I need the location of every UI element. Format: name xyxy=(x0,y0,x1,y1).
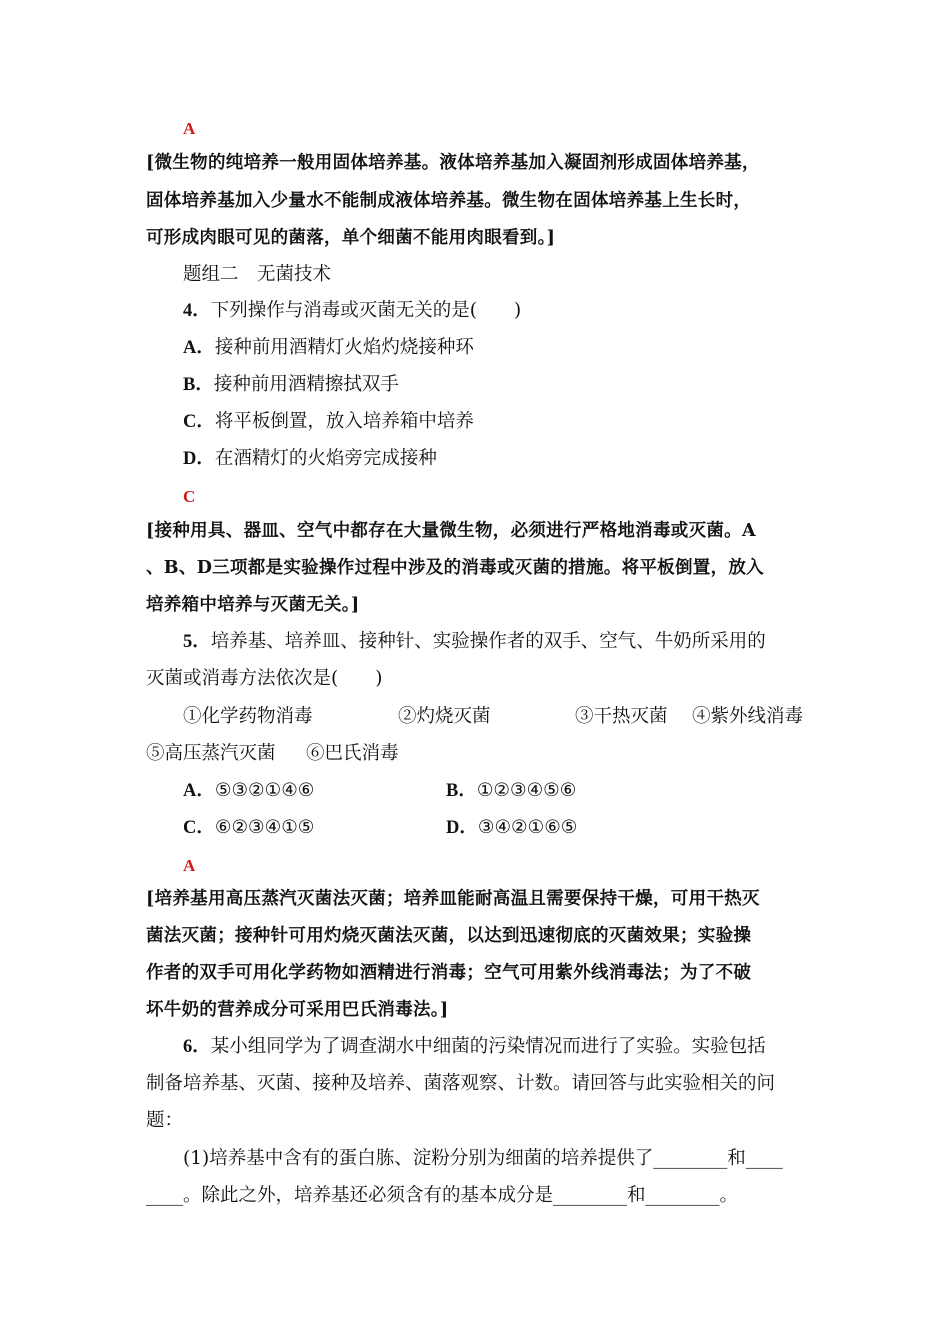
explanation-q5-line-4: 坏牛奶的营养成分可采用巴氏消毒法。] xyxy=(146,1000,449,1020)
q4-option-c-label: C． xyxy=(183,412,215,432)
question-6-sub1-line-1: (1)培养基中含有的蛋白胨、淀粉分别为细菌的培养提供了________和____ xyxy=(183,1148,783,1169)
q4-option-b xyxy=(183,372,399,398)
answer-q4: C xyxy=(183,487,196,506)
q5-option-b xyxy=(446,778,576,804)
q5-method-1: ①化学药物消毒 xyxy=(183,706,313,727)
explanation-q4-line-2: 、B、D三项都是实验操作过程中涉及的消毒或灭菌的措施。将平板倒置，放入 xyxy=(146,558,764,578)
question-5-stem-line-1: 培养基、培养皿、接种针、实验操作者的双手、空气、牛奶所采用的 xyxy=(210,631,766,652)
question-6-stem-line-1: 某小组同学为了调查湖水中细菌的污染情况而进行了实验。实验包括 xyxy=(210,1036,766,1057)
q5-option-a-text: ⑤③②①④⑥ xyxy=(214,780,315,801)
question-5 xyxy=(183,629,766,655)
explanation-q3-line-2: 固体培养基加入少量水不能制成液体培养基。微生物在固体培养基上生长时， xyxy=(146,191,752,211)
question-6-stem-line-2: 制备培养基、灭菌、接种及培养、菌落观察、计数。请回答与此实验相关的问 xyxy=(146,1073,776,1094)
q4-option-c-text: 将平板倒置，放入培养箱中培养 xyxy=(214,411,474,432)
group-title: 题组二 无菌技术 xyxy=(183,264,332,285)
q4-option-d xyxy=(183,446,437,472)
q5-option-d-label: D． xyxy=(446,818,478,838)
q4-option-d-text: 在酒精灯的火焰旁完成接种 xyxy=(214,448,437,469)
q5-method-2: ②灼烧灭菌 xyxy=(398,706,491,727)
q5-method-5: ⑤高压蒸汽灭菌 xyxy=(146,743,276,764)
q4-option-a-text: 接种前用酒精灯火焰灼烧接种环 xyxy=(214,337,474,358)
question-4 xyxy=(183,298,521,324)
explanation-q3-line-3: 可形成肉眼可见的菌落，单个细菌不能用肉眼看到。] xyxy=(146,228,556,248)
question-6-stem-line-3: 题： xyxy=(146,1110,184,1131)
q4-option-c xyxy=(183,409,474,435)
q4-option-d-label: D． xyxy=(183,449,215,469)
explanation-q4-line-3: 培养箱中培养与灭菌无关。] xyxy=(146,595,360,615)
q5-method-4: ④紫外线消毒 xyxy=(692,706,804,727)
q5-option-b-text: ①②③④⑤⑥ xyxy=(476,780,577,801)
question-6 xyxy=(183,1034,766,1060)
explanation-q5-line-2: 菌法灭菌；接种针可用灼烧灭菌法灭菌，以达到迅速彻底的灭菌效果；实验操 xyxy=(146,926,752,946)
q4-option-b-label: B． xyxy=(183,375,214,395)
q4-option-a-label: A． xyxy=(183,338,215,358)
question-6-sub1-line-2: ____。除此之外，培养基还必须含有的基本成分是________和________。 xyxy=(146,1185,739,1206)
q5-method-3: ③干热灭菌 xyxy=(575,706,668,727)
q5-option-c-text: ⑥②③④①⑤ xyxy=(214,817,315,838)
q4-option-b-text: 接种前用酒精擦拭双手 xyxy=(213,374,399,395)
q5-option-b-label: B． xyxy=(446,781,477,801)
question-5-number: 5． xyxy=(183,632,211,652)
q5-option-a-label: A． xyxy=(183,781,215,801)
answer-q3: A xyxy=(183,119,196,138)
question-4-number: 4． xyxy=(183,301,211,321)
question-4-stem: 下列操作与消毒或灭菌无关的是( ) xyxy=(210,300,522,321)
explanation-q5-line-1: [培养基用高压蒸汽灭菌法灭菌；培养皿能耐高温且需要保持干燥，可用干热灭 xyxy=(146,889,760,909)
answer-q5: A xyxy=(183,856,196,875)
q5-method-6: ⑥巴氏消毒 xyxy=(306,743,399,764)
question-5-stem-line-2: 灭菌或消毒方法依次是( ) xyxy=(146,668,383,689)
q5-option-c xyxy=(183,815,314,841)
q5-option-d-text: ③④②①⑥⑤ xyxy=(477,817,578,838)
q5-option-a xyxy=(183,778,314,804)
q4-option-a xyxy=(183,335,474,361)
q5-option-d xyxy=(446,815,577,841)
explanation-q5-line-3: 作者的双手可用化学药物如酒精进行消毒；空气可用紫外线消毒法；为了不破 xyxy=(146,963,752,983)
explanation-q4-line-1: [接种用具、器皿、空气中都存在大量微生物，必须进行严格地消毒或灭菌。A xyxy=(146,521,756,541)
question-6-number: 6． xyxy=(183,1037,211,1057)
explanation-q3-line-1: [微生物的纯培养一般用固体培养基。液体培养基加入凝固剂形成固体培养基， xyxy=(146,153,760,173)
q5-option-c-label: C． xyxy=(183,818,215,838)
